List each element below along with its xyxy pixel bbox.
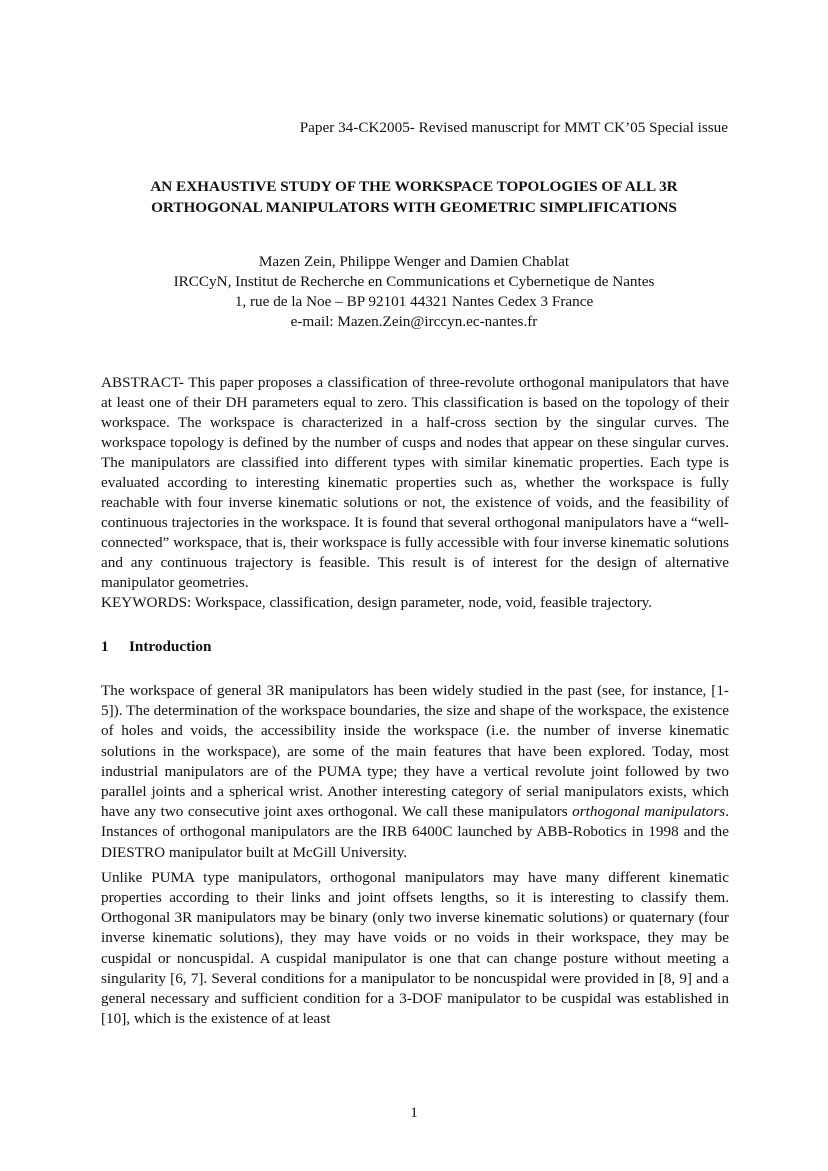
section-number: 1 [101, 638, 109, 655]
keywords: KEYWORDS: Workspace, classification, design parameter, node, void, feasible trajectory. [101, 594, 653, 611]
paragraph-text: The workspace of general 3R manipulators has been widely studied in the past (see, for instance, [1-5]). The determination of the workspace boundaries, the size and shape of the workspace, the existence of holes and voids, the accessibility inside the workspace (i.e. the number of inverse kinematic solutions in the workspace), are some of the main features that have been explored. Today, most industrial manipulators are of the PUMA type; they have a vertical revolute joint followed by two parallel joints and a spherical wrist. Another interesting category of serial manipulators exists, which have any two consecutive joint axes orthogonal. We call these manipulators [101, 682, 729, 821]
paragraph [101, 681, 729, 863]
author-block [0, 252, 828, 332]
italic-term: orthogonal manipulators [572, 803, 726, 821]
section-heading [101, 638, 211, 656]
author-names: Mazen Zein, Philippe Wenger and Damien Chablat [258, 253, 570, 270]
paragraph-text: . Instances of orthogonal manipulators are the IRB 6400C launched by ABB-Robotics in 1998 and the DIESTRO manipulator built at McGill University. [101, 803, 729, 861]
address: 1, rue de la Noe – BP 92101 44321 Nantes Cedex 3 France [234, 293, 594, 310]
email: e-mail: Mazen.Zein@irccyn.ec-nantes.fr [290, 313, 538, 330]
running-header: Paper 34-CK2005- Revised manuscript for MMT CK’05 Special issue [299, 119, 728, 136]
abstract-block [101, 373, 729, 613]
title-line: ORTHOGONAL MANIPULATORS WITH GEOMETRIC SIMPLIFICATIONS [151, 199, 677, 216]
title-line: AN EXHAUSTIVE STUDY OF THE WORKSPACE TOPOLOGIES OF ALL 3R [150, 178, 678, 195]
affiliation: IRCCyN, Institut de Recherche en Communications et Cybernetique de Nantes [173, 273, 655, 290]
section-title: Introduction [129, 638, 212, 655]
paper-title [0, 176, 828, 218]
paragraph: Unlike PUMA type manipulators, orthogonal manipulators may have many different kinematic properties according to their links and joint offsets lengths, so it is interesting to classify them. Orthogonal 3R manipulators may be binary (only two inverse kinematic solutions) or quaternary (four inverse kinematic solutions), they may have voids or no voids in their workspace, they may be cuspidal or noncuspidal. A cuspidal manipulator is one that can change posture without meeting a singularity [6, 7]. Several conditions for a manipulator to be noncuspidal were provided in [8, 9] and a general necessary and sufficient condition for a 3-DOF manipulator to be cuspidal was established in [10], which is the existence of at least [101, 868, 729, 1028]
body-text [101, 681, 729, 1034]
page-number: 1 [410, 1104, 418, 1121]
abstract-text: ABSTRACT- This paper proposes a classification of three-revolute orthogonal manipulators that have at least one of their DH parameters equal to zero. This classification is based on the topology of their workspace. The workspace is characterized in a half-cross section by the singular curves. The workspace topology is defined by the number of cusps and nodes that appear on these singular curves. The manipulators are classified into different types with similar kinematic properties. Each type is evaluated according to interesting kinematic properties such as, whether the workspace is fully reachable with four inverse kinematic solutions or not, the existence of voids, and the feasibility of continuous trajectories in the workspace. It is found that several orthogonal manipulators have a “well-connected” workspace, that is, their workspace is fully accessible with four inverse kinematic solutions and any continuous trajectory is feasible. This result is of interest for the design of alternative manipulator geometries. [101, 374, 729, 591]
